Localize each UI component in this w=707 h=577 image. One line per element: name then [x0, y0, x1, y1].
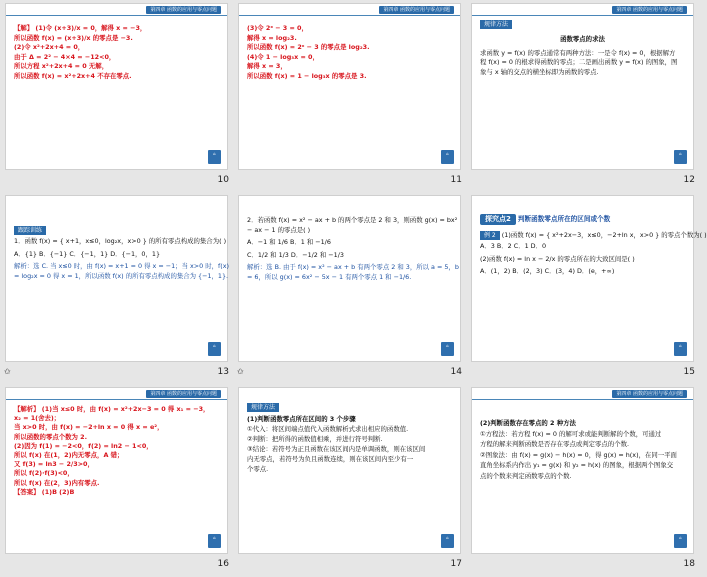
text-line: 当 x>0 时，由 f(x) = −2+ln x = 0 得 x = e²，	[14, 423, 164, 432]
slide-cell-16[interactable]	[0, 384, 233, 576]
slide-cell-14[interactable]	[233, 192, 466, 384]
text-line: ②判断：把所得的函数值相乘，并进行符号判断.	[247, 435, 383, 443]
slide-thumbnail-13[interactable]	[5, 195, 228, 362]
chapter-badge: 第四章 函数的应用与零点问题	[146, 6, 221, 14]
chapter-badge: 第四章 函数的应用与零点问题	[379, 6, 454, 14]
text-line: 由于 Δ = 2² − 4×4 = −12<0，	[14, 52, 116, 61]
slide-thumbnail-15[interactable]	[471, 195, 707, 362]
slide-body	[480, 418, 685, 481]
slide-cell-15[interactable]	[466, 192, 707, 384]
text-line: ①代入：将区间端点值代入函数解析式求出相应的函数值.	[247, 425, 409, 433]
text-line: A．(1，2) B．(2，3) C．(3，4) D．(e，+∞)	[480, 267, 615, 276]
text-line: 所以函数 f(x) = (x+3)/x 的零点是 −3.	[14, 33, 133, 42]
text-line: 解析：选 B. 由于 f(x) = x² − ax + b 有两个零点 2 和 3，所以 a = 5，b	[247, 263, 459, 272]
text-line: (4)令 1 − log₃x = 0，	[247, 52, 319, 61]
text-line: = log₂x = 0 得 x = 1，所以函数 f(x) 的所有零点构成的集合为 {−1，1}.	[14, 271, 229, 280]
text-line: 所以 f(2)·f(3)<0，	[14, 469, 74, 478]
slide-body	[247, 24, 452, 82]
section-tag: 规律方法	[480, 20, 512, 29]
text-line: 直角坐标系内作出 y₁ = g(x) 和 y₂ = h(x) 的图象，根据两个图象交	[480, 461, 674, 469]
text-line: ①方程法：若方程 f(x) = 0 的解可求或能判断解的个数，可通过	[480, 429, 662, 438]
text-line: A．−1 和 1/6 B．1 和 −1/6	[247, 238, 331, 247]
text-line: 个零点.	[247, 465, 269, 473]
slide-cell-13[interactable]	[0, 192, 233, 384]
slide-body	[480, 214, 707, 277]
slide-number: 13	[217, 367, 229, 377]
text-line: − ax − 1 的零点是( )	[247, 225, 311, 234]
slide-body	[247, 402, 452, 474]
chapter-badge: 第四章 函数的应用与零点问题	[146, 390, 221, 398]
text-line: (2)判断函数存在零点的 2 种方法	[480, 419, 576, 427]
example-tag: 例 2	[480, 231, 500, 240]
text-line: A．{1} B．{−1} C．{−1，1} D．{−1，0，1}	[14, 249, 161, 258]
slide-thumbnail-18[interactable]	[471, 387, 694, 554]
explore-point-badge: 探究点2	[480, 214, 516, 225]
slide-header-bar	[6, 388, 227, 400]
slide-header-bar	[472, 4, 693, 16]
return-home-icon[interactable]: ⌂	[441, 534, 454, 548]
slide-header-bar	[472, 388, 693, 400]
text-line: 所以函数 f(x) = 2ˣ − 3 的零点是 log₂3.	[247, 43, 370, 52]
text-line: 1．函数 f(x) = { x+1，x≤0，log₂x，x>0 } 的所有零点构成的集合为( )	[14, 237, 227, 245]
explore-point-title: 判断函数零点所在的区间或个数	[517, 215, 611, 223]
slide-number: 12	[683, 175, 695, 185]
explore-point-number: 2	[506, 215, 511, 223]
slide-cell-12[interactable]	[466, 0, 699, 192]
slide-body	[14, 405, 219, 497]
slide-number: 10	[217, 175, 229, 185]
slide-thumbnail-14[interactable]	[238, 195, 461, 362]
text-line: (3)令 2ˣ − 3 = 0，	[247, 24, 308, 32]
slide-cell-11[interactable]	[233, 0, 466, 192]
slide-number: 15	[683, 367, 695, 377]
text-line: (2)令 x²+2x+4 = 0，	[14, 43, 85, 52]
return-home-icon[interactable]: ⌂	[441, 342, 454, 356]
animation-icon: ✩	[237, 367, 244, 376]
text-line: 【解】 (1)令 (x+3)/x = 0，解得 x = −3，	[14, 24, 147, 32]
return-home-icon[interactable]: ⌂	[208, 342, 221, 356]
return-home-icon[interactable]: ⌂	[208, 150, 221, 164]
text-line: 解得 x = log₂3.	[247, 33, 297, 42]
text-line: 内无零点，若符号为负且函数连续，则在该区间内至少有一	[247, 455, 414, 463]
slide-thumbnail-17[interactable]	[238, 387, 461, 554]
text-line: 【解析】 (1)当 x≤0 时，由 f(x) = x²+2x−3 = 0 得 x₁ = −3，	[14, 405, 210, 413]
text-line: 所以 f(x) 在(2，3)内有零点.	[14, 478, 100, 487]
text-line: (2)函数 f(x) = ln x − 2/x 的零点所在的大致区间是( )	[480, 254, 635, 263]
slide-thumbnail-11[interactable]	[238, 3, 461, 170]
text-line: 象与 x 轴的交点的横坐标即为函数的零点.	[480, 67, 599, 76]
text-line: ③结论：若符号为正且函数在该区间内是单调函数，则在该区间	[247, 445, 426, 453]
slide-body	[14, 24, 219, 82]
return-home-icon[interactable]: ⌂	[674, 150, 687, 164]
text-line: 所以函数 f(x) = x²+2x+4 不存在零点.	[14, 71, 132, 80]
slide-number: 14	[450, 367, 462, 377]
text-line: (1)判断函数零点所在区间的 3 个步骤	[247, 415, 356, 423]
text-line: 2．若函数 f(x) = x² − ax + b 的两个零点是 2 和 3，则函数 g(x) = bx²	[247, 216, 458, 224]
text-line: 程 f(x) = 0 的根求得函数的零点；二是画出函数 y = f(x) 的图象，图	[480, 58, 678, 67]
slide-cell-10[interactable]	[0, 0, 233, 192]
return-home-icon[interactable]: ⌂	[441, 150, 454, 164]
slide-header-bar	[6, 4, 227, 16]
answer-line: 【答案】 (1)B (2)B	[14, 487, 75, 496]
slide-title: 函数零点的求法	[560, 35, 605, 43]
text-line: 又 f(3) = ln3 − 2/3>0，	[14, 460, 94, 469]
return-home-icon[interactable]: ⌂	[208, 534, 221, 548]
chapter-badge: 第四章 函数的应用与零点问题	[612, 390, 687, 398]
text-line: 解得 x = 3，	[247, 62, 287, 71]
text-line: x₂ = 1(舍去)；	[14, 414, 61, 423]
chapter-badge: 第四章 函数的应用与零点问题	[612, 6, 687, 14]
return-home-icon[interactable]: ⌂	[674, 534, 687, 548]
text-line: ②图象法：由 f(x) = g(x) − h(x) = 0，得 g(x) = h(x)，在同一平面	[480, 450, 677, 459]
slide-cell-17[interactable]	[233, 384, 466, 576]
text-line: 所以方程 x²+2x+4 = 0 无解，	[14, 62, 109, 71]
slide-cell-18[interactable]	[466, 384, 699, 576]
text-line: 所以 f(x) 在(1，2)内无零点，A 错；	[14, 451, 124, 460]
animation-icon: ✩	[4, 367, 11, 376]
slide-header-bar	[239, 4, 460, 16]
section-tag: 规律方法	[247, 403, 279, 412]
return-home-icon[interactable]: ⌂	[674, 342, 687, 356]
slide-body	[480, 20, 685, 77]
text-line: (2)因为 f(1) = −2<0，f(2) = ln2 − 1<0，	[14, 441, 153, 450]
section-tag: 跟踪训练	[14, 226, 46, 235]
slide-number: 16	[217, 559, 229, 569]
slide-body	[14, 226, 230, 281]
text-line: 求函数 y = f(x) 的零点通常有两种方法：一是令 f(x) = 0，根据解方	[480, 48, 676, 57]
slide-number: 11	[450, 175, 462, 185]
text-line: (1)函数 f(x) = { x²+2x−3，x≤0，−2+ln x，x>0 } 的零点个数为( )	[501, 231, 707, 239]
text-line: 所以函数的零点个数为 2.	[14, 432, 88, 441]
slide-thumbnail-10[interactable]	[5, 3, 228, 170]
slide-number: 18	[683, 559, 695, 569]
slide-number: 17	[450, 559, 462, 569]
slide-thumbnail-12[interactable]	[471, 3, 694, 170]
text-line: 方程的解来判断函数是否存在零点或判定零点的个数.	[480, 440, 630, 448]
text-line: 所以函数 f(x) = 1 − log₃x 的零点是 3.	[247, 71, 367, 80]
slide-body	[247, 216, 459, 283]
text-line: 解析：选 C. 当 x≤0 时，由 f(x) = x+1 = 0 得 x = −1；当 x>0 时，f(x)	[14, 262, 230, 271]
text-line: 点的个数来判定函数零点的个数.	[480, 471, 572, 480]
text-line: = 6，所以 g(x) = 6x² − 5x − 1 有两个零点 1 和 −1/6.	[247, 272, 412, 281]
text-line: A．3 B．2 C．1 D．0	[480, 242, 547, 250]
text-line: C．1/2 和 1/3 D．−1/2 和 −1/3	[247, 250, 344, 259]
slide-thumbnail-16[interactable]	[5, 387, 228, 554]
